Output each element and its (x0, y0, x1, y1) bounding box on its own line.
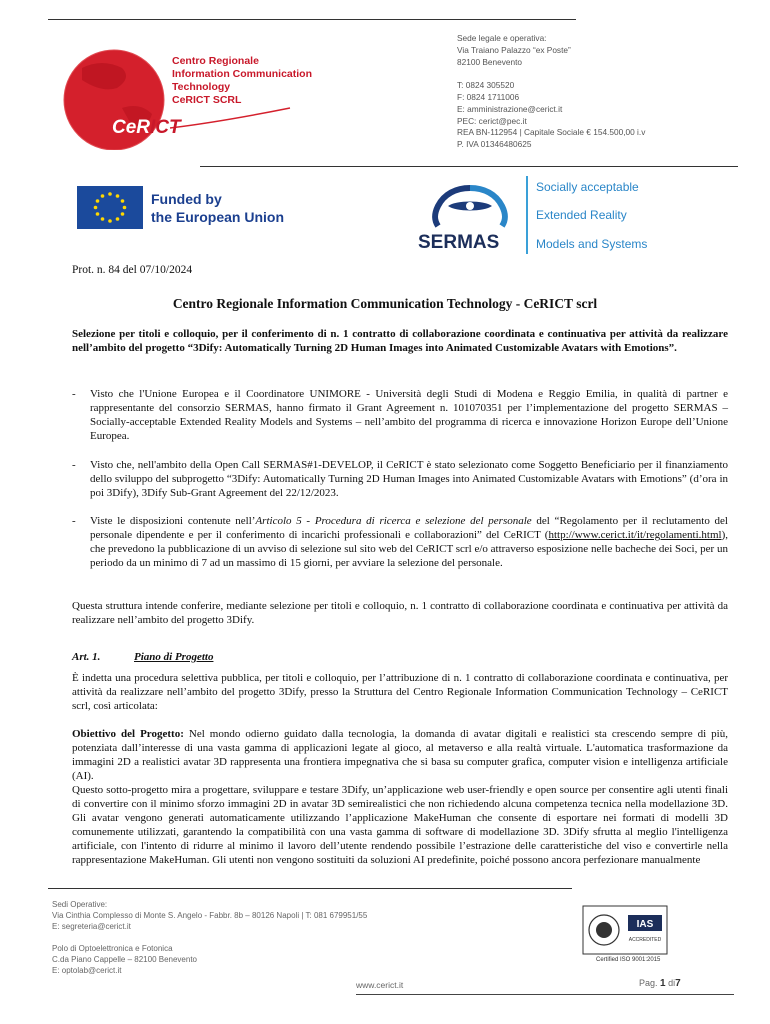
contact-line: P. IVA 01346480625 (457, 139, 532, 150)
optoelectronics-site (52, 943, 197, 976)
contact-line: PEC: cerict@pec.it (457, 115, 527, 126)
protocol-number: Prot. n. 84 del 07/10/2024 (72, 264, 193, 276)
contact-line: Sede legale e operativa: (457, 33, 547, 43)
logo-line-1: Centro Regionale (172, 55, 259, 67)
bullet-dash: - (72, 515, 76, 527)
recital-text: Visto che, nell'ambito della Open Call SERMAS#1-DEVELOP, il CeRICT è stato selezionato come Soggetto Beneficiario per il finanziamento dello sviluppo del subprogetto “3Dify: Automatically Turning 2D Human Images into Animated Customizable Avatars with Emotions” (d’ora in poi 3Dify), 3Dify Sub-Grant Agreement del 22/12/2023. (90, 459, 728, 499)
eu-funding-line-2: the European Union (151, 209, 284, 225)
cert-badge-sublabel: ACCREDITED (628, 937, 662, 943)
article-number: Art. 1. (72, 651, 101, 663)
logo-wordmark-suffix: ICT (150, 117, 181, 138)
logo-organization-name (172, 55, 312, 107)
sermas-logo (418, 180, 522, 252)
logo-wordmark (112, 117, 181, 139)
page-prefix: Pag. (639, 978, 658, 988)
logo-wordmark-prefix: CeR (112, 117, 151, 138)
page-current: 1 (660, 978, 666, 989)
regulation-article-reference: Articolo 5 - Procedura di ricerca e selezione del personale (255, 515, 532, 527)
iso-certification-badge (582, 905, 668, 955)
contact-line: E: amministrazione@cerict.it (457, 103, 563, 114)
logo-line-3: Technology (172, 81, 231, 93)
contact-line: F: 0824 1711006 (457, 91, 520, 102)
recital-text: Visto che l'Unione Europea e il Coordinatore UNIMORE - Università degli Studi di Modena e Reggio Emilia, in qualità di partner e rappresentante del consorzio SERMAS, hanno firmato il Grant Agreement n. 101070351 per l’implementazione del progetto SERMAS – Socially-acceptable Extended Reality Models and Systems – nell’ambito del programma di ricerca e innovazione Horizon Europe dell’Unione Europea. (90, 388, 728, 442)
objective-text-2: Questo sotto-progetto mira a progettare, sviluppare e testare 3Dify, un’applicazione web user-friendly e open source per consentire agli utenti finali di convertire con il minimo sforzo immagini 2D in avatar 3D semirealistici che non richiedendo alcuna competenza tecnica nella modellazione 3D. Gli avatar vengono generati automaticamente utilizzando l’applicazione MakeHuman che consente di esportare nei formati di modelli 3D comunemente utilizzati, garantendo la compatibilità con una vasta gamma di software di modellazione 3D. 3Dify sfrutta al meglio l'intelligenza artificiale, con l'intento di ridurre al minimo il lavoro dell’utente rendendo possibile l’estrazione delle caratteristiche del viso e convertirle nella rappresentazione MakeHuman. Gli utenti non vengono sostituiti da soluzioni AI predefinite, poiché possono ancora perfezionare manualmente (72, 784, 728, 866)
page-indicator (639, 978, 681, 989)
operative-sites-email: E: segreteria@cerict.it (52, 922, 131, 931)
sermas-tagline-1: Socially acceptable (536, 180, 639, 194)
document-subject: Selezione per titoli e colloquio, per il conferimento di n. 1 contratto di collaborazione coordinata e continuativa per attività da realizzare nell’ambito del progetto “3Dify: Automatically Turning 2D Human Images into Animated Customizable Avatars with Emotions”. (72, 328, 728, 354)
page-total: 7 (675, 978, 681, 989)
logo-line-4: CeRICT SCRL (172, 94, 242, 106)
sermas-wordmark: SERMAS (418, 232, 500, 252)
bullet-dash: - (72, 459, 76, 471)
recital-3-part-b: del “Regolamento per il reclutamento del personale dipendente e per il conferimento di incarichi professionali e collaborazioni” del CeRICT ( (90, 515, 728, 541)
sermas-tagline-3: Models and Systems (536, 237, 648, 251)
article-heading (72, 651, 214, 663)
eu-flag-icon (77, 186, 143, 229)
contact-spacer (457, 68, 645, 80)
article-text: È indetta una procedura selettiva pubblica, per titoli e colloquio, per l’attribuzione di n. 1 contratto di collaborazione coordinata e continuativa, per attività da realizzare nell’ambito del progetto 3Dify, presso la Struttura del Centro Regionale Information Communication Technology – CeRICT scrl, così articolata: (72, 672, 728, 712)
cert-badge-label: IAS (636, 919, 654, 930)
objective-text: Nel mondo odierno guidato dalla tecnologia, la domanda di avatar digitali e realistici sta crescendo sempre di più, potenziata dall’interesse di una vasta gamma di applicazioni legate al gioco, al metaverso e alla realtà virtuale. L'automatica trasformazione da immagini 2D a realistici avatar 3D rappresenta una frontiera impegnativa che si basa su computer grafica, computer vision e intelligenza artificiale (AI). (72, 728, 728, 782)
website[interactable]: www.cerict.it (356, 980, 404, 990)
footer-bottom-rule (356, 994, 734, 995)
eu-funding-label (151, 190, 284, 226)
footer-rule (48, 888, 572, 889)
contact-block (457, 33, 645, 151)
contact-line: T: 0824 305520 (457, 80, 515, 91)
page-separator: di (668, 978, 676, 988)
recital-3 (72, 514, 728, 570)
sermas-tagline-2: Extended Reality (536, 208, 627, 222)
optoelectronics-address: C.da Piano Cappelle – 82100 Benevento (52, 955, 197, 964)
header-rule (48, 19, 576, 20)
contact-line: 82100 Benevento (457, 56, 523, 67)
operative-sites-address: Via Cinthia Complesso di Monte S. Angelo - Fabbr. 8b – 80126 Napoli | T: 081 679951/55 (52, 911, 368, 920)
recital-1 (72, 387, 728, 443)
regulations-link[interactable]: http://www.cerict.it/it/regolamenti.html (548, 529, 722, 541)
eu-funding-line-1: Funded by (151, 191, 222, 207)
document-title: Centro Regionale Information Communication Technology - CeRICT scrl (172, 296, 598, 311)
sermas-divider (526, 176, 528, 254)
article-title: Piano di Progetto (134, 651, 214, 663)
optoelectronics-title: Polo di Optoelettronica e Fotonica (52, 944, 173, 953)
certification-label: Certified ISO 9001:2015 (596, 957, 661, 963)
objective-label: Obiettivo del Progetto: (72, 728, 184, 740)
contact-line: Via Traiano Palazzo “ex Poste” (457, 44, 571, 55)
recital-3-part-a: Viste le disposizioni contenute nell’ (90, 515, 256, 527)
header-divider (200, 166, 738, 167)
intro-paragraph: Questa struttura intende conferire, mediante selezione per titoli e colloquio, n. 1 contratto di collaborazione coordinata e continuativa per attività da realizzare nell’ambito del progetto 3Dify. (72, 600, 728, 626)
recital-text (90, 514, 728, 570)
operative-sites-title: Sedi Operative: (52, 900, 108, 909)
recital-3-part-c: ), che prevedono la pubblicazione di un avviso di selezione sul sito web del CeRICT scrl e/o attraverso esposizione nelle bacheche dei Soci, per un periodo da un minimo di 7 ad un massimo di 15 giorni, per avviare la selezione del personale. (90, 529, 728, 569)
project-objective (72, 727, 728, 867)
contact-line: REA BN-112954 | Capitale Sociale € 154.500,00 i.v (457, 127, 646, 138)
operative-sites (52, 899, 367, 932)
recital-2 (72, 458, 728, 500)
bullet-dash: - (72, 388, 76, 400)
optoelectronics-email: E: optolab@cerict.it (52, 966, 122, 975)
logo-line-2: Information Communication (172, 68, 312, 80)
